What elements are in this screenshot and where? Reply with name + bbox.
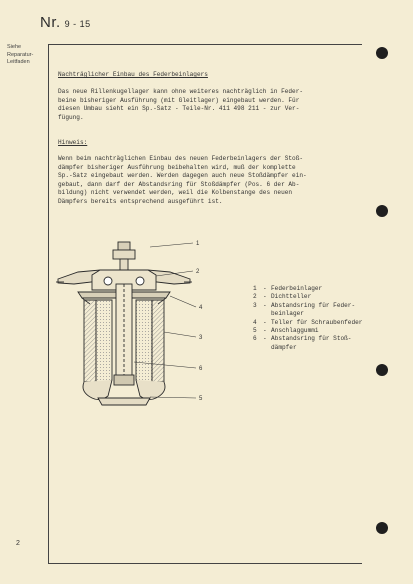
sidebar-line: Leitfaden <box>7 59 30 65</box>
strut-drawing <box>56 242 192 405</box>
text-line: fügung. <box>58 113 84 121</box>
hint-title: Hinweis: <box>58 139 88 146</box>
callout-label: 4 <box>199 305 203 311</box>
text-line: diesen Umbau sieht ein Sp.-Satz - Teile-Nr. 411 498 211 - zur Ver- <box>58 105 300 113</box>
legend-item: 6 - Abstandsring für Stoß- dämpfer <box>253 335 352 351</box>
text-line: Wenn beim nachträglichen Einbau des neuen Federbeinlagers der Stoß- <box>58 155 304 162</box>
callout-label: 2 <box>196 269 200 275</box>
section-title: Nachträglicher Einbau des Federbeinlagers <box>58 71 208 78</box>
legend-item: 3 - Abstandsring für Feder- beinlager <box>253 301 356 318</box>
callout-label: 1 <box>196 241 200 247</box>
text-line: Sp.-Satz eingebaut werden. Werden dagegen auch neue Stoßdämpfer ein- <box>58 172 307 180</box>
legend-item: 2 - Dichtteller <box>253 293 312 301</box>
legend-item: 1 - Federbeinlager <box>253 285 323 292</box>
legend-item: 5 - Anschlaggummi <box>253 327 319 335</box>
text-line: beine bisheriger Ausführung (mit Gleitlager) eingebaut werden. Für <box>58 96 300 104</box>
sidebar-line: Siehe <box>7 44 22 50</box>
callout-label: 6 <box>199 366 203 372</box>
legend-item: 4 - Teller für Schraubenfeder <box>253 318 363 326</box>
nr-value: 9 - 15 <box>64 19 91 29</box>
text-line: Das neue Rillenkugellager kann ohne weiteres nachträglich in Feder- <box>58 88 304 95</box>
page-number: 2 <box>16 540 20 547</box>
text-line: gebaut, dann darf der Abstandsring für Stoßdämpfer (Pos. 6 der Ab- <box>58 180 300 188</box>
nr-label: Nr. <box>40 14 61 31</box>
callout-label: 3 <box>199 335 203 341</box>
text-line: Dämpfers bereits entsprechend ausgeführt ist. <box>58 197 223 205</box>
text-line: dämpfer bisheriger Ausführung beibehalten wird, muß der komplette <box>58 163 296 171</box>
parts-legend <box>253 285 362 352</box>
sidebar-line: Reparatur- <box>7 51 34 58</box>
text-line: bildung) nicht verwendet werden, weil die Kolbenstange des neuen <box>58 189 293 197</box>
callout-label: 5 <box>199 396 203 402</box>
